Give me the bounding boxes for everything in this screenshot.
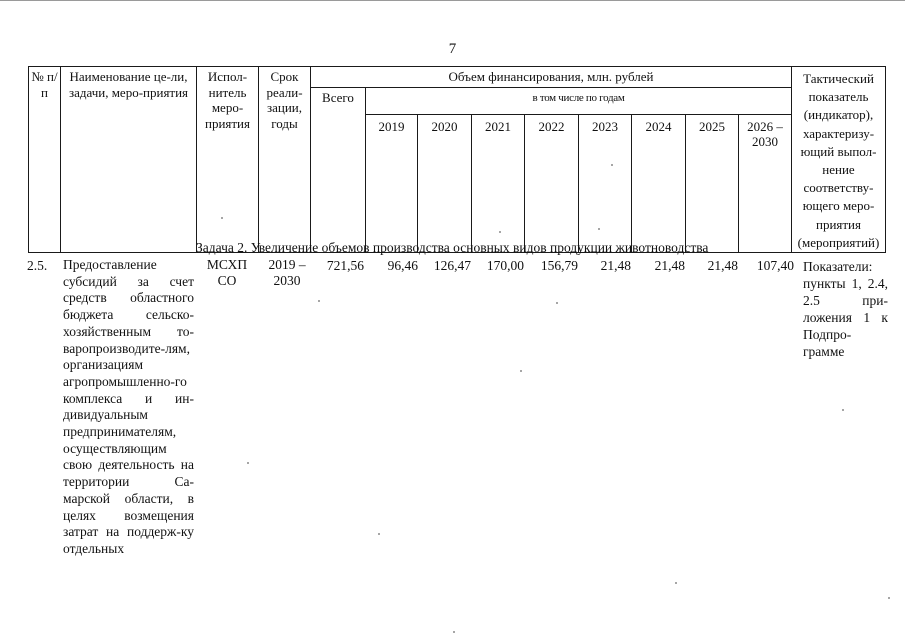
row-value-2025: 21,48 xyxy=(707,258,738,273)
scan-speck xyxy=(842,409,844,411)
header-year-2026-2030: 2026 – 2030 xyxy=(739,114,792,253)
header-total: Всего xyxy=(311,88,366,253)
row-value-2022: 156,79 xyxy=(540,258,578,273)
header-year-2019: 2019 xyxy=(366,114,418,253)
row-value-2019: 96,46 xyxy=(387,258,418,273)
header-year-2022: 2022 xyxy=(525,114,579,253)
task-heading: Задача 2. Увеличение объемов производства основных видов продукции животноводства xyxy=(196,240,709,255)
row-period: 2019 – 2030 xyxy=(268,257,306,289)
row-value-2024: 21,48 xyxy=(654,258,685,273)
scan-speck xyxy=(221,217,223,219)
row-value-2026-2030: 107,40 xyxy=(756,258,794,273)
page-top-edge xyxy=(0,0,905,4)
header-year-2023: 2023 xyxy=(579,114,632,253)
scan-speck xyxy=(318,300,320,302)
header-period: Срок реали-зации, годы xyxy=(259,67,311,253)
scan-speck xyxy=(499,231,501,233)
row-number: 2.5. xyxy=(27,258,48,273)
scan-speck xyxy=(520,370,522,372)
scan-speck xyxy=(378,533,380,535)
scan-speck xyxy=(556,302,558,304)
row-value-2023: 21,48 xyxy=(600,258,631,273)
row-indicator: Показатели: пункты 1, 2.4, 2.5 при-ложения 1 к Подпро-грамме xyxy=(803,259,888,359)
header-financing: Объем финансирования, млн. рублей xyxy=(311,67,792,88)
scan-speck xyxy=(888,597,890,599)
header-name: Наименование це-ли, задачи, меро-приятия xyxy=(61,67,197,253)
header-year-2025: 2025 xyxy=(686,114,739,253)
row-value-2021: 170,00 xyxy=(486,258,524,273)
financing-table-header xyxy=(28,66,886,253)
row-activity-name: Предоставление субсидий за счет средств областного бюджета сельско-хозяйственным то-варопроизводите-лям, организациям агропромышленно-го комплекса и ин-дивидуальным предпринимателям, осуществляющим свою деятельность на территории Са-марской области, в целях возмещения затрат на поддерж-ку отдельных xyxy=(63,257,194,556)
header-year-2021: 2021 xyxy=(472,114,525,253)
header-year-2020: 2020 xyxy=(418,114,472,253)
scan-speck xyxy=(453,631,455,633)
page-number: 7 xyxy=(448,41,457,57)
row-executor: МСХП СО xyxy=(206,257,248,289)
scan-speck xyxy=(247,462,249,464)
scan-speck xyxy=(598,228,600,230)
scan-speck xyxy=(611,164,613,166)
header-indicator: Тактический показатель (индикатор), характеризу-ющий выпол-нение соответству-ющего меро-приятия (мероприятий) xyxy=(792,67,886,253)
header-num: № п/п xyxy=(29,67,61,253)
row-value-2020: 126,47 xyxy=(433,258,471,273)
header-by-years: в том числе по годам xyxy=(366,88,792,115)
row-total: 721,56 xyxy=(326,258,364,273)
header-executor: Испол-нитель меро-приятия xyxy=(197,67,259,253)
header-year-2024: 2024 xyxy=(632,114,686,253)
scan-speck xyxy=(675,582,677,584)
